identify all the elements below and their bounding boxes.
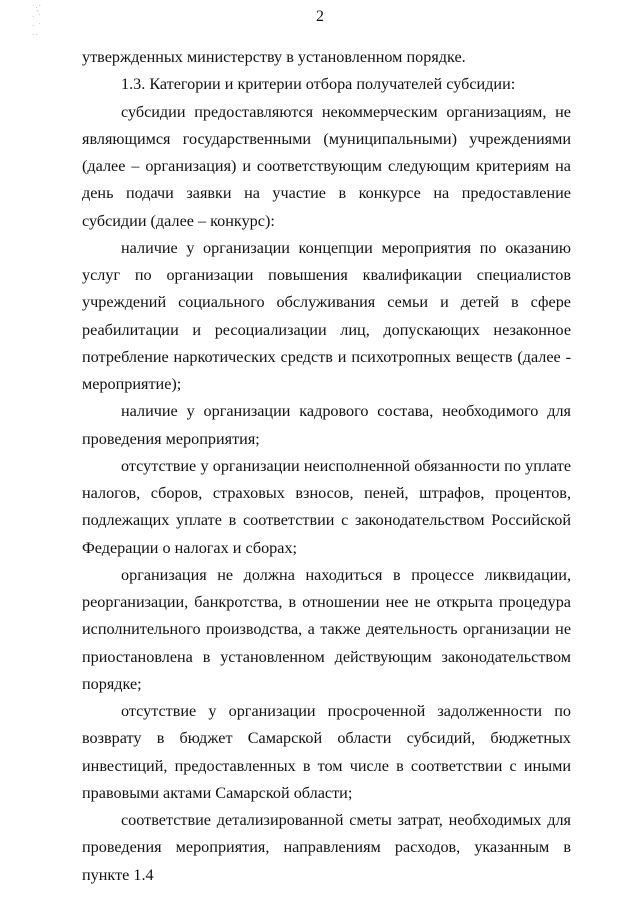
margin-mark-line: · ˙	[32, 22, 42, 30]
paragraph-criterion-liquidation: организация не должна находиться в процессе ликвидации, реорганизации, банкротства, в отношении нее не открыта процедура исполнительного производства, а также деятельность организации не приостановлена в установленном действующим законодательством порядке;	[82, 565, 571, 693]
paragraph-criterion-estimate: соответствие детализированной сметы затрат, необходимых для проведения мероприятия, направлениям расходов, указанным в пункте 1.4	[82, 811, 571, 884]
paragraph-criterion-taxes: отсутствие у организации неисполненной обязанности по уплате налогов, сборов, страховых взносов, пеней, штрафов, процентов, подлежащих уплате в соответствии с законодательством Российской Федерации о налогах и сборах;	[82, 456, 571, 557]
document-body	[82, 44, 571, 889]
margin-mark-line: · ´	[32, 13, 42, 21]
section-heading-1-3: 1.3. Категории и критерии отбора получателей субсидии:	[121, 75, 516, 94]
paragraph-subsidy-recipients: субсидии предоставляются некоммерческим организациям, не являющимся государственными (муниципальными) учреждениями (далее – организация) и соответствующим следующим критериям на день подачи заявки на участие в конкурсе на предоставление субсидии (далее – конкурс):	[82, 102, 571, 230]
margin-scan-mark	[32, 4, 56, 72]
margin-mark-line: ··	[32, 31, 39, 39]
paragraph-criterion-concept: наличие у организации концепции мероприятия по оказанию услуг по организации повышения квалификации специалистов учреждений социального обслуживания семьи и детей в сфере реабилитации и ресоциализации лиц, допускающих незаконное потребление наркотических средств и психотропных веществ (далее - мероприятие);	[82, 238, 571, 393]
paragraph-criterion-debt: отсутствие у организации просроченной задолженности по возврату в бюджет Самарской области субсидий, бюджетных инвестиций, предоставленных в том числе в соответствии с иными правовыми актами Самарской области;	[82, 702, 571, 802]
page-number: 2	[316, 8, 324, 25]
paragraph-criterion-staff: наличие у организации кадрового состава, необходимого для проведения мероприятия;	[82, 402, 571, 448]
margin-mark-line: ˙·̰`	[32, 4, 42, 12]
paragraph-continuation: утвержденных министерству в установленном порядке.	[82, 48, 466, 66]
